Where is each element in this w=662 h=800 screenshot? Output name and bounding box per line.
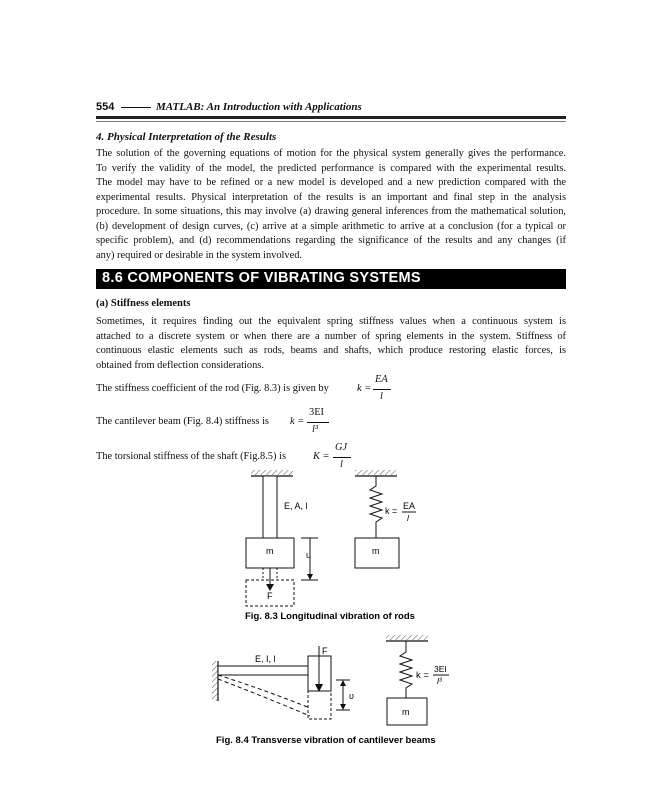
formula-beam-denominator: l³ [312, 424, 319, 435]
beam-disp-label: υ [349, 691, 354, 701]
beam-mass-displaced [308, 691, 331, 719]
formula-shaft-numerator: GJ [335, 442, 348, 453]
paragraph-line: attached to a discrete system or when there are a number of spring elements in the system. Stiffness of [96, 330, 566, 342]
figure-8-3-caption: Fig. 8.3 Longitudinal vibration of rods [245, 611, 415, 622]
spring2-support-hatch [386, 635, 428, 640]
rod [263, 476, 277, 538]
paragraph-line: continuous elastic elements such as rods, beams and shafts, which produce restoring elastic forces, is [96, 345, 566, 356]
disp-label: u [306, 550, 312, 560]
spring-mass-label: m [372, 546, 380, 556]
disp-arrow-head [307, 574, 313, 580]
formula-rod-text: The stiffness coefficient of the rod (Fig. 8.3) is given by [96, 383, 329, 394]
paragraph-line: The model may have to be refined or a new model is developed and a new prediction compared with the [96, 177, 566, 188]
beam-disp-arrow-head-up [340, 680, 346, 686]
paragraph-line: Sometimes, it requires finding out the equivalent spring stiffness values when a continuous system is [96, 316, 566, 327]
paragraph-line: To verify the validity of the model, the predicted performance is compared with the experimental results. [96, 162, 566, 174]
force-arrow-head [266, 584, 274, 591]
spring-k-numerator: EA [403, 501, 416, 511]
wall-hatch [212, 661, 218, 701]
formula-beam-text: The cantilever beam (Fig. 8.4) stiffness is [96, 416, 269, 427]
force-label: F [267, 591, 273, 601]
beam-label: E, I, l [255, 654, 276, 664]
section-banner-title: 8.6 COMPONENTS OF VIBRATING SYSTEMS [102, 270, 421, 286]
spring [370, 476, 382, 538]
formula-rod-denominator: l [380, 391, 383, 402]
section-heading: 4. Physical Interpretation of the Results [96, 131, 277, 143]
paragraph-line: The solution of the governing equations of motion for the physical system generally gives the performance. [96, 148, 566, 159]
paragraph-line: experimental results. Physical interpretation of the results is an important and final step in the analysis [96, 191, 566, 203]
subsection-heading: (a) Stiffness elements [96, 298, 191, 309]
spring2-mass-label: m [402, 707, 410, 717]
paragraph-line: any) required or desirable in the system involved. [96, 249, 303, 261]
formula-rod-lhs: k = [357, 383, 372, 394]
paragraph-line: (b) development of design curves, (c) arrive at a simple arithmetic to arrive at a conclusion (for a typical or [96, 220, 566, 232]
book-title: MATLAB: An Introduction with Applications [156, 101, 362, 113]
spring-k-denominator: l [407, 513, 409, 523]
paragraph-line: obtained from deflection considerations. [96, 359, 264, 371]
beam-disp-arrow-head-down [340, 704, 346, 710]
deflected-beam-bottom [218, 679, 310, 716]
beam-force-label: F [322, 646, 328, 656]
spring-support-hatch [355, 470, 397, 475]
spring2-k-denominator: l³ [437, 676, 442, 686]
fixed-support-hatch [251, 470, 293, 475]
formula-shaft-lhs: K = [313, 451, 330, 462]
formula-beam-lhs: k = [290, 416, 305, 427]
deflected-beam-top [218, 675, 310, 708]
figure-8-4-caption: Fig. 8.4 Transverse vibration of cantilever beams [216, 735, 436, 746]
formula-beam-numerator: 3EI [309, 407, 325, 418]
paragraph-line: procedure. In some situations, this may involve (a) drawing general inferences from the mathematical solution, [96, 206, 566, 217]
spring-k-label: k = [385, 506, 398, 516]
page-number: 554 [96, 101, 115, 113]
formula-rod-numerator: EA [375, 374, 388, 385]
formula-shaft-text: The torsional stiffness of the shaft (Fig.8.5) is [96, 451, 286, 462]
spring2-k-label: k = [416, 670, 429, 681]
mass-label: m [266, 546, 274, 556]
spring2-k-numerator: 3EI [434, 664, 447, 674]
spring2 [400, 641, 412, 698]
rod-label: E, A, l [284, 501, 308, 511]
formula-shaft-denominator: l [340, 459, 343, 470]
paragraph-line: specific problem), and (d) recommendations regarding the significance of the results and any changes (if [96, 235, 566, 246]
